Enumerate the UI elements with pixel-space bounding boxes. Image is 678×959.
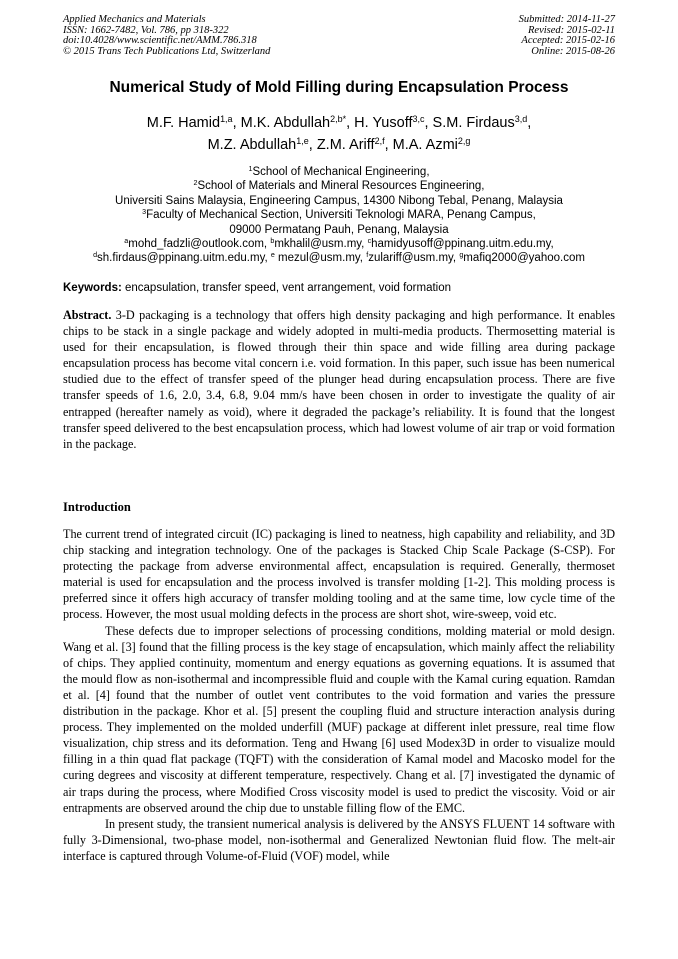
author-affil-mark: 2,g: [457, 136, 471, 147]
abstract-label: Abstract.: [63, 308, 112, 322]
email-line-1: $^a$mohd_fadzli@outlook.com, $^b$mkhalil@usm.my, $^c$hamidyusoff@ppinang.uitm.edu.my,: [124, 237, 554, 251]
author-name: Z.M. Ariff: [316, 137, 375, 153]
email-address: mkhalil@usm.my,: [274, 238, 365, 251]
submitted-date: Submitted: 2014-11-27: [518, 14, 615, 25]
email-address: mohd_fadzli@outlook.com,: [128, 238, 268, 251]
revised-date: Revised: 2015-02-11: [528, 24, 615, 36]
paragraph: In present study, the transient numerical analysis is delivered by the ANSYS FLUENT 14 software with fully 3-Dimensional, two-phase model, non-isothermal and Generalized Newtonian fluid flow. The melt-air interface is captured through Volume-of-Fluid (VOF) model, while: [63, 816, 615, 863]
online-date: Online: 2015-08-26: [531, 45, 615, 57]
author-affil-mark: 1,a: [220, 114, 233, 125]
author-line-1: M.F. Hamid$^{1,a}$, M.K. Abdullah$^{2,b*}$, H. Yusoff$^{3,c}$, S.M. Firdaus$^{3,d}$,: [146, 114, 532, 131]
journal-header: [63, 15, 270, 57]
author-affil-mark: 3,d: [514, 114, 528, 125]
author-name: M.F. Hamid: [146, 115, 221, 131]
paragraph: The current trend of integrated circuit (IC) packaging is lined to neatness, high capability and reliability, and 3D chip stacking and integration technology. One of the packages is Stacked Chip Scale Package (S-CSP). For protecting the package from adverse environmental affect, encapsulation is required. Generally, thermoset material is used for encapsulation and the process involved is transfer molding [1-2]. This molding process is preferred since it offers high accuracy of transfer molding tooling and at the same time, low cycle time of the process. However, the most usual molding defects in the process are short shot, wire-sweep, void etc.: [63, 527, 615, 622]
author-list: [0, 112, 678, 156]
author-affil-mark: 2,b*: [330, 114, 347, 125]
journal-doi: doi:10.4028/www.scientific.net/AMM.786.318: [63, 35, 257, 46]
abstract: [63, 307, 615, 452]
keywords: [63, 281, 615, 295]
email-line-2: $^d$sh.firdaus@ppinang.uitm.edu.my, $^e$ mezul@usm.my, $^f$zulariff@usm.my, $^g$mafiq2000@yahoo.com: [93, 251, 585, 265]
email-address: sh.firdaus@ppinang.uitm.edu.my,: [97, 252, 268, 265]
affiliation-address-2: 09000 Permatang Pauh, Penang, Malaysia: [229, 223, 449, 236]
abstract-text: 3-D packaging is a technology that offers high density packaging and high performance. It enables chips to be stack in a single package and widely adopted in multi-media products. Thermosetting material is used for their encapsulation, is flowed through their thin space and wide filling area during package encapsulation process has become vital concern i.e. void formation. In this paper, such issue has been numerical studied due to the effect of transfer speed of the plunger head during encapsulation process. There are five transfer speeds of 1.6, 2.0, 3.4, 6.8, 9.04 mm/s have been chosen in order to investigate the quality of air entrapped (hereafter namely as void), where it degraded the package’s reliability. It is found that the longest transfer speed delivered to the best encapsulation process, which had lowest volume of air trap or void formation in the package.: [63, 308, 615, 451]
author-name: H. Yusoff: [354, 115, 413, 131]
affiliation-2: $^2$School of Materials and Mineral Resources Engineering,: [193, 179, 485, 193]
author-name: M.K. Abdullah: [240, 115, 331, 131]
email-address: mezul@usm.my,: [278, 252, 363, 265]
author-affil-mark: 3,c: [412, 114, 425, 125]
author-name: M.Z. Abdullah: [207, 137, 297, 153]
keywords-text: encapsulation, transfer speed, vent arrangement, void formation: [125, 282, 452, 294]
journal-name: Applied Mechanics and Materials: [63, 14, 206, 25]
affiliation-address-1: Universiti Sains Malaysia, Engineering Campus, 14300 Nibong Tebal, Penang, Malaysia: [115, 194, 563, 207]
journal-issn: ISSN: 1662-7482, Vol. 786, pp 318-322: [63, 24, 229, 36]
publication-dates: [519, 15, 615, 57]
paragraph: These defects due to improper selections of processing conditions, molding material or mold design. Wang et al. [3] found that the filling process is the key stage of encapsulation, which mainly affect the reliability of chips. They applied continuity, momentum and energy equations as governing equations. It is assumed that the mould flow as non-isothermal and incompressible fluid and couple with the Kamal curing equation. Ramdan et al. [4] found that the number of outlet vent contributes to the void formation and varies the pressure distribution in the package. Khor et al. [5] present the coupling fluid and structure interaction analysis during process. They implemented on the molded underfill (MUF) package at different inlet pressure, real time flow visualization, chip stress and its deformation. Teng and Hwang [6] used Modex3D in order to visualize mould filling in a thin quad flat package (TQFT) with the consideration of Kamal model and Macosko model for the curing degrees and viscosity at different temperature, respectively. Chang et al. [7] investigated the dynamic of air traps during the process, where Modified Cross viscosity model is used to predict the viscosity. Void or air entrapments are observed around the chip due to unstable filling flow of the EMC.: [63, 623, 615, 815]
email-address: mafiq2000@yahoo.com: [463, 252, 585, 265]
journal-copyright: © 2015 Trans Tech Publications Ltd, Switzerland: [63, 45, 271, 57]
author-line-2: M.Z. Abdullah$^{1,e}$, Z.M. Ariff$^{2,f}$, M.A. Azmi$^{2,g}$: [207, 136, 471, 153]
affiliation-1: $^1$School of Mechanical Engineering,: [248, 165, 430, 178]
affiliation-3: $^3$Faculty of Mechanical Section, Universiti Teknologi MARA, Penang Campus,: [142, 208, 536, 222]
introduction-body: [63, 526, 615, 864]
author-affil-mark: 2,f: [374, 136, 385, 147]
author-name: M.A. Azmi: [392, 137, 458, 153]
author-affil-mark: 1,e: [296, 136, 309, 147]
email-address: hamidyusoff@ppinang.uitm.edu.my,: [371, 238, 554, 251]
accepted-date: Accepted: 2015-02-16: [521, 35, 615, 46]
affiliations: [0, 165, 678, 266]
keywords-label: Keywords:: [63, 282, 122, 294]
author-name: S.M. Firdaus: [432, 115, 515, 131]
email-address: zulariff@usm.my,: [368, 252, 457, 265]
section-heading-introduction: Introduction: [63, 500, 131, 514]
paper-title: Numerical Study of Mold Filling during Encapsulation Process: [109, 79, 569, 96]
